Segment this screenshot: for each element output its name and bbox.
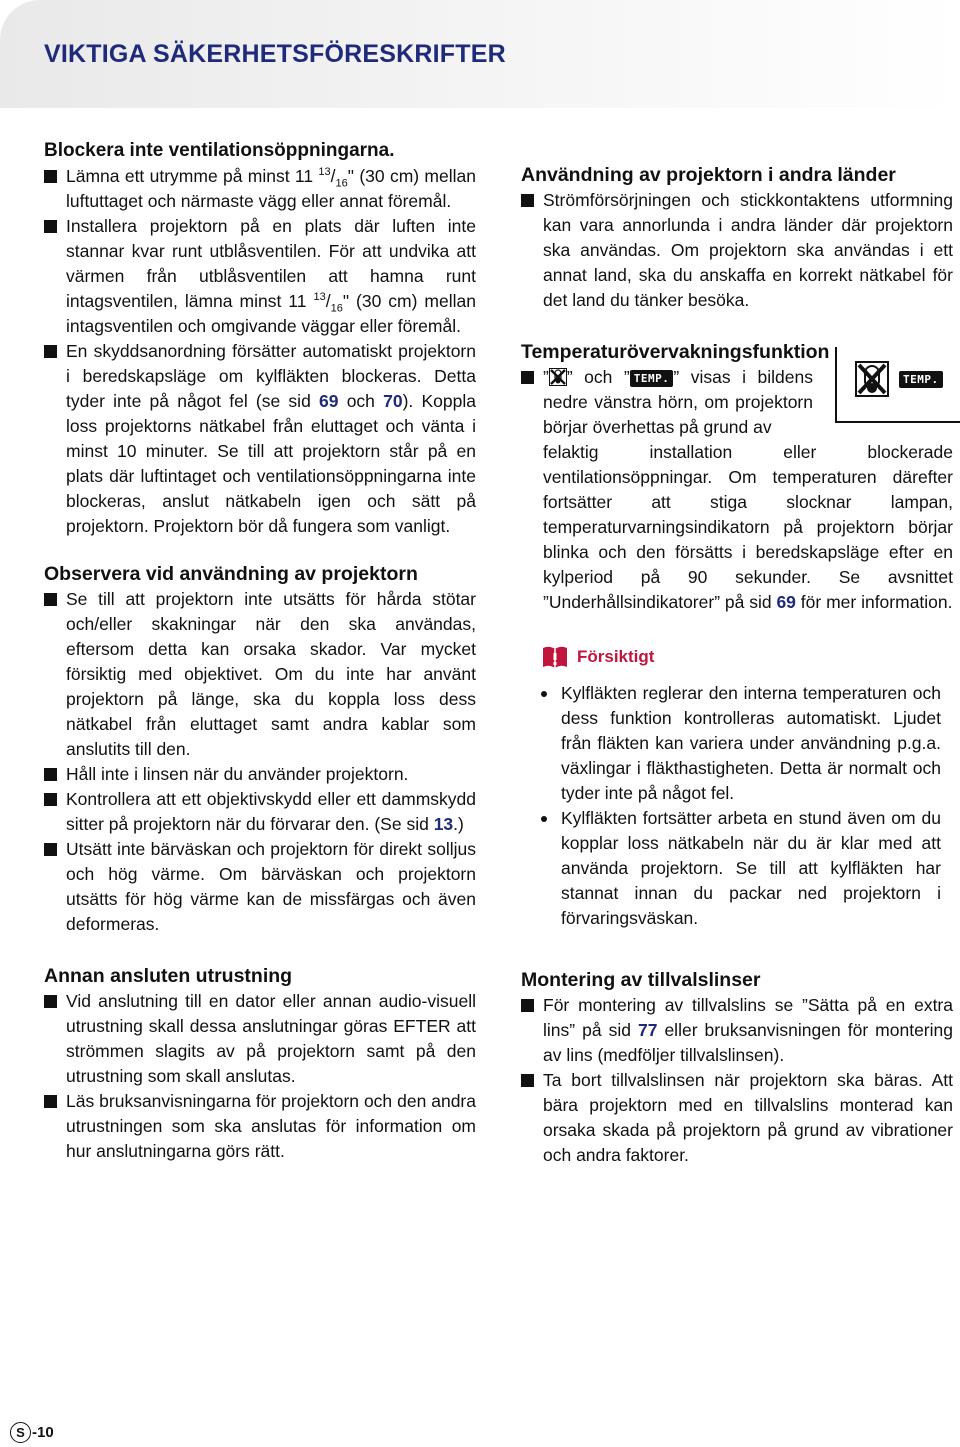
- page-footer: [10, 1422, 54, 1443]
- temperature-text: felaktig installation eller blockerade ventilationsöppningar. Om temperaturen därefter fortsätter att stiga slocknar lampan, temperaturvarningsindikatorn på projektorn börjar blinka och den försätts i beredskapsläge efter en kylperiod på 90 sekunder. Se avsnittet ”Underhållsindikatorer” på sid 69 för mer information.: [543, 442, 953, 612]
- other-equipment-list: [44, 989, 476, 1164]
- list-item: Strömförsörjningen och stickkontaktens utformning kan vara annorlunda i andra länder där projektorn ska användas. Om projektorn ska användas i ett annat land, ska du anskaffa en korrekt nätkabel för det land du tänker besöka.: [521, 188, 953, 313]
- caution-book-icon: [541, 645, 569, 669]
- list-item: Ta bort tillvalslinsen när projektorn ska bäras. Att bära projektorn med en tillvalslins monterad kan orsaka skada på projektorn på grund av vibrationer och andra faktorer.: [521, 1068, 953, 1168]
- observe-list: [44, 587, 476, 937]
- page-ref-link[interactable]: 69: [319, 391, 339, 411]
- section-heading-temperature: Temperaturövervakningsfunktion: [521, 341, 830, 363]
- list-item: Installera projektorn på en plats där luften inte stannar kvar runt utblåsventilen. För att undvika att värmen från utblåsventilen att hamna runt intagsventilen, lämna minst 11 $^{13}/_{16}$" (30 cm) mellan intagsventilen och omgivande väggar eller föremål.: [44, 214, 476, 339]
- section-heading-ventilation: Blockera inte ventilationsöppningarna.: [44, 140, 395, 161]
- lens-list: [521, 993, 953, 1168]
- page-ref-link[interactable]: 70: [383, 391, 403, 411]
- section-observe: [44, 561, 476, 937]
- list-item: En skyddsanordning försätter automatiskt projektorn i beredskapsläge om kylfläkten blockeras. Detta tyder inte på något fel (se sid 69 och 70). Koppla loss projektorns nätkabel från eluttaget och vänta i minst 10 minuter. Se till att projektorn står på en plats där luftintaget och ventilationsöppningarna inte blockeras, anslut nätkabeln igen och sätt på projektorn. Projektorn bör då fungera som vanligt.: [44, 339, 476, 539]
- section-ventilation: [44, 138, 476, 539]
- spacer: [521, 615, 953, 645]
- list-item: Lämna ett utrymme på minst 11 $^{13}/_{16}$" (30 cm) mellan luftuttaget och närmaste vägg eller annat föremål.: [44, 164, 476, 214]
- spacer: [44, 539, 476, 561]
- list-item: Utsätt inte bärväskan och projektorn för direkt solljus och hög värme. Om bärväskan och projektorn utsätts för hög värme kan de missfärgas och även deformeras.: [44, 837, 476, 937]
- page-number: -10: [32, 1424, 54, 1441]
- ventilation-list: [44, 164, 476, 539]
- list-item: Håll inte i linsen när du använder projektorn.: [44, 762, 476, 787]
- list-item: Vid anslutning till en dator eller annan audio-visuell utrustning skall dessa anslutningar göras EFTER att strömmen slagits av på projektorn samt på den utrustning som skall anslutas.: [44, 989, 476, 1089]
- temperature-list: [521, 365, 953, 440]
- left-column: [44, 138, 476, 1164]
- section-heading-observe: Observera vid användning av projektorn: [44, 563, 418, 585]
- section-heading-lens: Montering av tillvalslinser: [521, 969, 761, 991]
- section-temperature: [521, 339, 953, 615]
- section-heading-abroad: Användning av projektorn i andra länder: [521, 164, 896, 186]
- fraction: $^{13}/_{16}$: [313, 291, 343, 315]
- page-title: VIKTIGA SÄKERHETSFÖRESKRIFTER: [44, 40, 506, 68]
- list-item: För montering av tillvalslins se ”Sätta på en extra lins” på sid 77 eller bruksanvisningen för montering av lins (medföljer tillvalslinsen).: [521, 993, 953, 1068]
- page-ref-link[interactable]: 13: [433, 814, 454, 834]
- list-item: Kontrollera att ett objektivskydd eller ett dammskydd sitter på projektorn när du förvarar den. (Se sid 13.): [44, 787, 476, 837]
- caution-list: [521, 681, 953, 931]
- list-item: Kylfläkten fortsätter arbeta en stund även om du kopplar loss nätkabeln när du är klar med att använda projektorn. Se till att kylfläkten har stannat innan du packar ned projektorn i förvaringsväskan.: [521, 806, 953, 931]
- list-item: Kylfläkten reglerar den interna temperaturen och dess funktion kontrolleras automatiskt. Ljudet från fläkten kan variera under användning p.g.a. växlingar i fläkthastigheten. Detta är normalt och tyder inte på något fel.: [521, 681, 953, 806]
- temperature-warning-icon: [549, 368, 567, 386]
- section-lens: [521, 967, 953, 1168]
- list-item: Läs bruksanvisningarna för projektorn och den andra utrustningen som ska anslutas för information om hur anslutningarna görs rätt.: [44, 1089, 476, 1164]
- temp-badge: TEMP.: [630, 370, 674, 387]
- list-item: ” ” och ” TEMP. ” visas i bildens nedre vänstra hörn, om projektorn börjar överhettas på grund av: [521, 365, 953, 440]
- spacer: [521, 931, 953, 967]
- temp-badge: TEMP.: [899, 371, 943, 388]
- spacer: [521, 313, 953, 339]
- language-badge: S: [10, 1422, 31, 1443]
- section-other-equipment: [44, 963, 476, 1164]
- abroad-list: [521, 188, 953, 313]
- section-heading-other-equipment: Annan ansluten utrustning: [44, 965, 293, 987]
- caution-label: Försiktigt: [577, 647, 655, 666]
- page-ref-link[interactable]: 77: [637, 1020, 658, 1040]
- right-column: [521, 162, 953, 1168]
- spacer: [44, 937, 476, 963]
- fraction: $^{13}/_{16}$: [318, 166, 348, 190]
- section-caution: [521, 645, 953, 931]
- caution-heading: [541, 645, 953, 669]
- header-tab: [0, 0, 960, 108]
- page-ref-link[interactable]: 69: [776, 592, 796, 612]
- list-item: Se till att projektorn inte utsätts för hårda stötar och/eller skakningar när den ska användas, eftersom detta kan orsaka skador. Var mycket försiktig med objektivet. Om du inte har använt projektorn på länge, ska du koppla loss dess nätkabel från eluttaget samt andra kablar som anslutits till den.: [44, 587, 476, 762]
- section-abroad: [521, 162, 953, 313]
